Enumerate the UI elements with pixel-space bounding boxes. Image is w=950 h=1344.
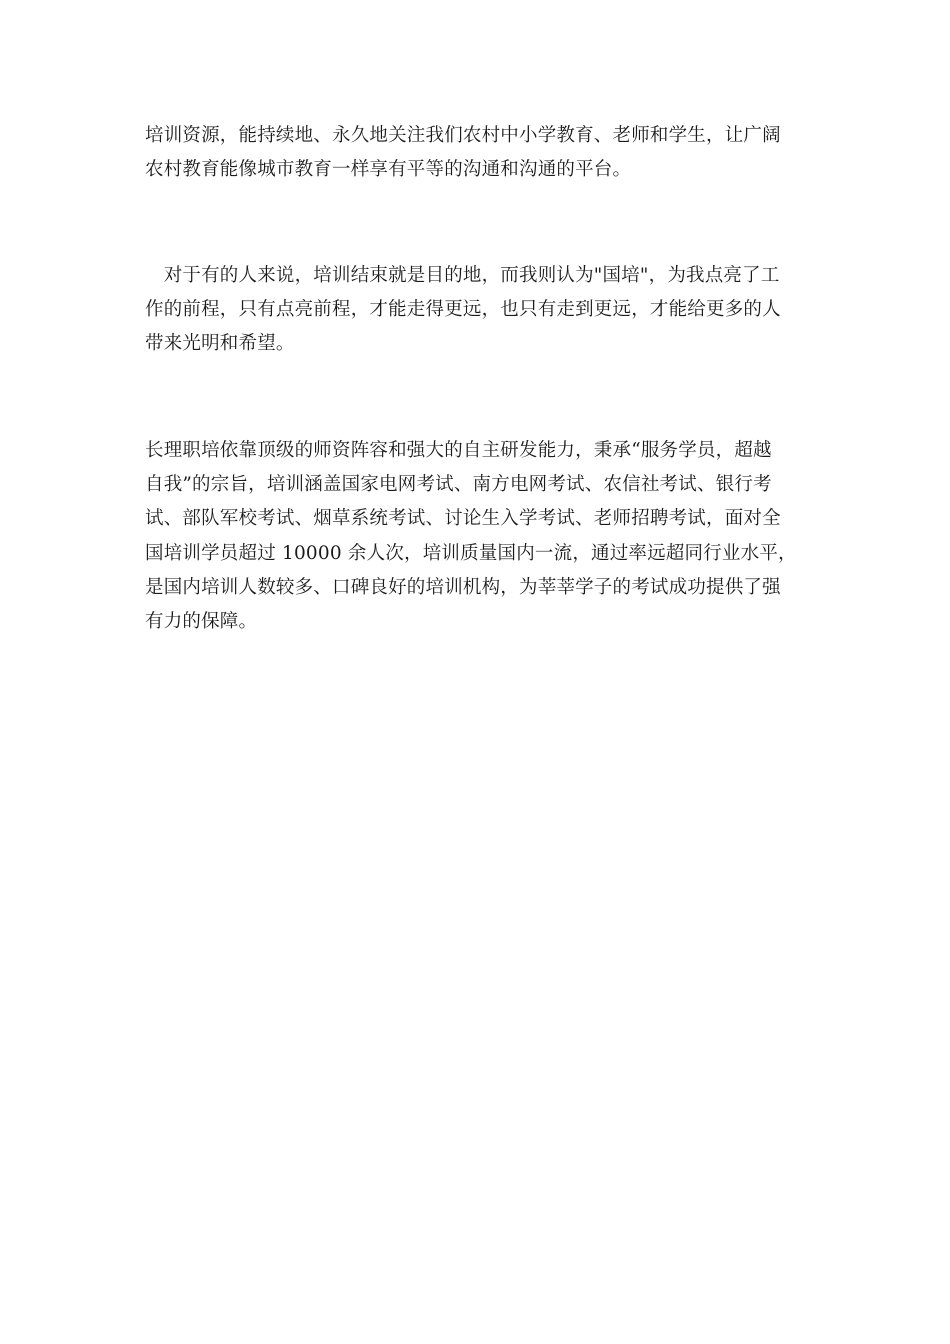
text-line: 农村教育能像城市教育一样享有平等的沟通和沟通的平台。 (145, 159, 632, 181)
paragraph-training-resources (145, 119, 810, 187)
text-line: 对于有的人来说，培训结束就是目的地，而我则认为"国培"，为我点亮了工 (145, 265, 780, 286)
text-line: 自我”的宗旨，培训涵盖国家电网考试、南方电网考试、农信社考试、银行考 (145, 474, 772, 496)
paragraph-guopei-reflection (145, 259, 810, 362)
text-line: 长理职培依靠顶级的师资阵容和强大的自主研发能力，秉承“服务学员，超越 (145, 440, 772, 461)
text-line: 带来光明和希望。 (145, 333, 295, 355)
text-line: 是国内培训人数较多、口碑良好的培训机构，为莘莘学子的考试成功提供了强 (145, 576, 781, 598)
text-line: 国培训学员超过 10000 余人次，培训质量国内一流，通过率远超同行业水平， (145, 542, 797, 564)
text-line: 有力的保障。 (145, 611, 258, 633)
text-line: 试、部队军校考试、烟草系统考试、讨论生入学考试、老师招聘考试，面对全 (145, 508, 781, 530)
paragraph-institution-intro (145, 434, 810, 639)
text-line: 作的前程，只有点亮前程，才能走得更远，也只有走到更远，才能给更多的人 (145, 299, 781, 321)
text-line: 培训资源，能持续地、永久地关注我们农村中小学教育、老师和学生，让广阔 (145, 125, 781, 146)
